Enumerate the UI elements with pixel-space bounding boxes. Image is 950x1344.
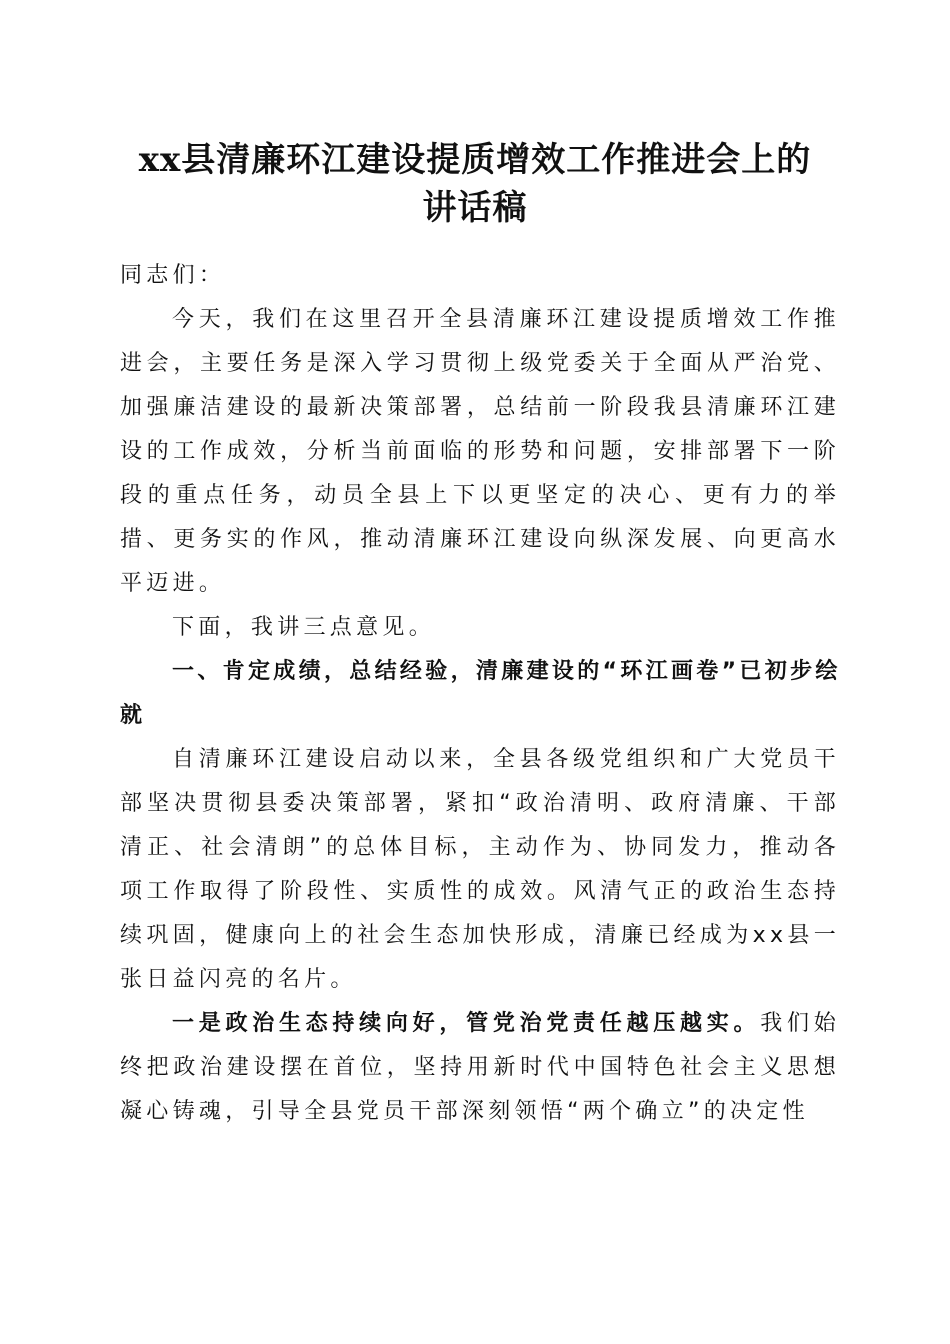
title-line-1: xx县清廉环江建设提质增效工作推进会上的 [138,140,812,180]
paragraph-achievements: 自清廉环江建设启动以来，全县各级党组织和广大党员干部坚决贯彻县委决策部署，紧扣“政治清明、政府清廉、干部清正、社会清朗”的总体目标，主动作为、协同发力，推动各项工作取得了阶段性、实质性的成效。风清气正的政治生态持续巩固，健康向上的社会生态加快形成，清廉已经成为xx县一张日益闪亮的名片。 [120,747,840,992]
paragraph-outline: 下面，我讲三点意见。 [172,615,436,640]
paragraph-political-ecology [120,1002,840,1134]
salutation: 同志们： [120,263,226,288]
title-line-2: 讲话稿 [422,188,528,228]
document-title [100,136,850,232]
paragraph-lead-sentence: 一是政治生态持续向好，管党治党责任越压越实。 [172,1011,761,1036]
section-heading-1: 一、肯定成绩，总结经验，清廉建设的“环江画卷”已初步绘就 [120,659,840,728]
paragraph-body-text: 我们始终把政治建设摆在首位，坚持用新时代中国特色社会主义思想凝心铸魂，引导全县党员干部深刻领悟“两个确立”的决定性 [120,1011,840,1124]
paragraph-opening: 今天，我们在这里召开全县清廉环江建设提质增效工作推进会，主要任务是深入学习贯彻上级党委关于全面从严治党、加强廉洁建设的最新决策部署，总结前一阶段我县清廉环江建设的工作成效，分析当前面临的形势和问题，安排部署下一阶段的重点任务，动员全县上下以更坚定的决心、更有力的举措、更务实的作风，推动清廉环江建设向纵深发展、向更高水平迈进。 [120,307,840,596]
document-body [120,254,840,1134]
